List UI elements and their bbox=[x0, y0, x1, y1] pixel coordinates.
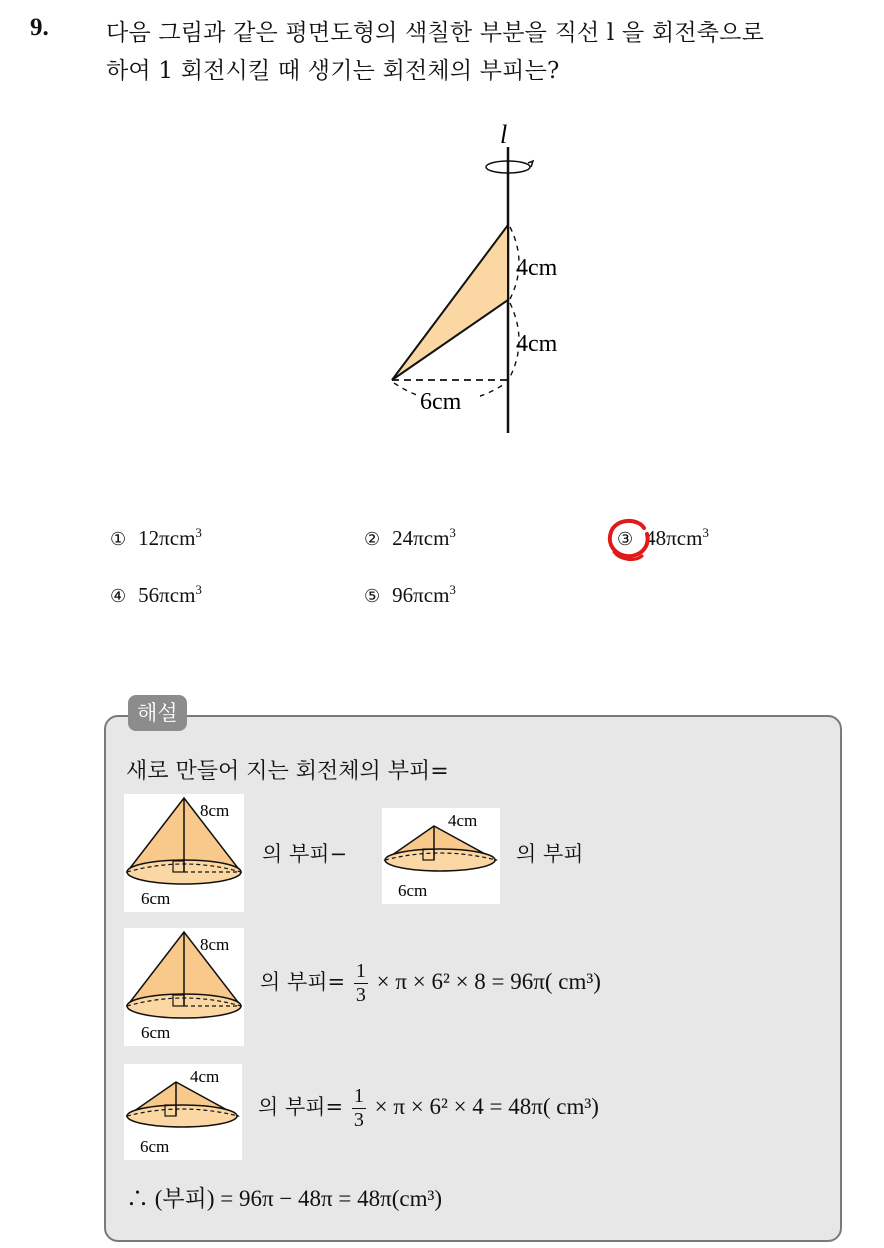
equation-rest: × π × 6² × 8 = 96π( cm³) bbox=[376, 968, 601, 994]
choice-value: 24πcm bbox=[392, 526, 450, 550]
radius-label: 6cm bbox=[420, 389, 462, 415]
volume-text: 의 부피 bbox=[516, 842, 584, 866]
choice-exponent: 3 bbox=[195, 525, 202, 540]
question-text-line2: 하여 1 회전시킬 때 생기는 회전체의 부피는? bbox=[106, 58, 560, 84]
choice-exponent: 3 bbox=[449, 525, 456, 540]
choice-exponent: 3 bbox=[702, 525, 709, 540]
small-cone-radius-label: 6cm bbox=[398, 881, 428, 900]
question-number: 9. bbox=[30, 14, 49, 41]
choice-value: 56πcm bbox=[138, 583, 196, 607]
axis-label: l bbox=[500, 120, 508, 149]
small-cone-radius-label: 6cm bbox=[140, 1137, 170, 1156]
big-cone-thumbnail bbox=[124, 794, 244, 912]
equation-lead: 의 부피= bbox=[260, 969, 346, 994]
choice-4[interactable] bbox=[110, 582, 202, 608]
solution-intro: 새로 만들어 지는 회전체의 부피= bbox=[126, 759, 449, 784]
equation-big-cone bbox=[260, 960, 601, 1007]
frac-den: 3 bbox=[353, 1109, 364, 1131]
small-cone-thumbnail-2 bbox=[124, 1064, 242, 1160]
upper-height-label: 4cm bbox=[516, 255, 558, 281]
volume-minus-text: 의 부피− bbox=[262, 842, 348, 866]
big-cone-height-label: 8cm bbox=[200, 935, 230, 954]
small-cone-thumbnail bbox=[382, 808, 500, 904]
choice-number: ④ bbox=[110, 586, 127, 607]
choice-2[interactable] bbox=[364, 525, 456, 551]
choice-value: 48πcm bbox=[645, 526, 703, 550]
big-cone-thumbnail-2 bbox=[124, 928, 244, 1046]
big-cone-radius-label: 6cm bbox=[141, 889, 171, 908]
choice-exponent: 3 bbox=[449, 582, 456, 597]
choice-number: ③ bbox=[617, 529, 634, 550]
big-cone-radius-label: 6cm bbox=[141, 1023, 171, 1042]
conclusion: ∴ (부피) = 96π − 48π = 48π(cm³) bbox=[126, 1186, 443, 1211]
lower-height-label: 4cm bbox=[516, 331, 558, 357]
choice-number: ① bbox=[110, 529, 127, 550]
small-cone-height-label: 4cm bbox=[448, 811, 478, 830]
equation-lead: 의 부피= bbox=[258, 1094, 344, 1119]
choice-5[interactable] bbox=[364, 582, 456, 608]
choice-number: ② bbox=[364, 529, 381, 550]
choice-number: ⑤ bbox=[364, 586, 381, 607]
shaded-triangle bbox=[392, 225, 508, 380]
choice-exponent: 3 bbox=[195, 582, 202, 597]
fraction bbox=[352, 1085, 366, 1132]
choice-value: 12πcm bbox=[138, 526, 196, 550]
small-cone-height-label: 4cm bbox=[190, 1067, 220, 1086]
equation-small-cone bbox=[258, 1085, 599, 1132]
fraction bbox=[354, 960, 368, 1007]
frac-num: 1 bbox=[355, 960, 366, 982]
equation-rest: × π × 6² × 4 = 48π( cm³) bbox=[374, 1093, 599, 1119]
frac-num: 1 bbox=[353, 1085, 364, 1107]
frac-den: 3 bbox=[355, 984, 366, 1006]
big-cone-height-label: 8cm bbox=[200, 801, 230, 820]
choice-1[interactable] bbox=[110, 525, 202, 551]
solution-tag: 해설 bbox=[128, 695, 187, 731]
choice-value: 96πcm bbox=[392, 583, 450, 607]
answer-mark-circle bbox=[604, 516, 654, 562]
question-text-line1: 다음 그림과 같은 평면도형의 색칠한 부분을 직선 l 을 회전축으로 bbox=[106, 20, 765, 46]
rotation-figure bbox=[380, 115, 580, 445]
